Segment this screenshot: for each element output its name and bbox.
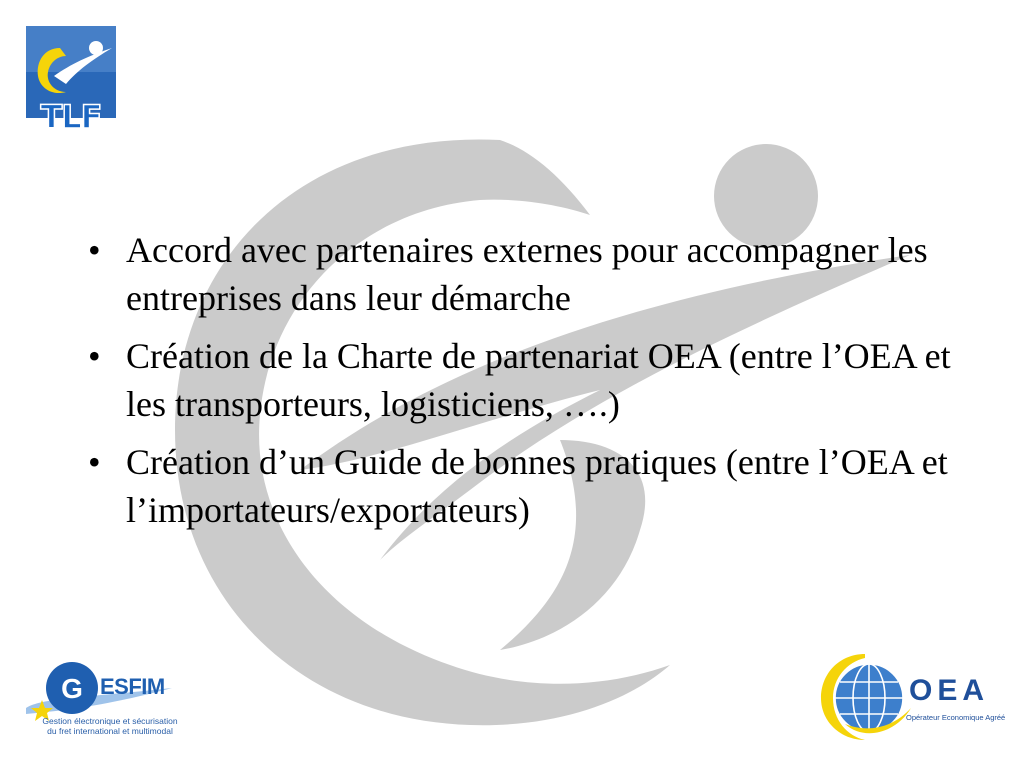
bullet-item (86, 438, 966, 534)
bullet-marker: • (88, 336, 101, 376)
oea-tagline: Opérateur Economique Agréé (906, 713, 1006, 722)
gesfim-logo-text: ESFIM (100, 674, 165, 699)
bullet-marker: • (88, 230, 101, 270)
bullet-list (86, 226, 966, 534)
slide-body (86, 226, 966, 544)
bullet-item (86, 332, 966, 428)
oea-globe-logo (815, 646, 915, 746)
bullet-text: Accord avec partenaires externes pour accompagner les entreprises dans leur démarche (126, 230, 928, 318)
bullet-marker: • (88, 442, 101, 482)
tlf-logo-text: TLF (40, 98, 102, 136)
bullet-text: Création de la Charte de partenariat OEA (entre l’OEA et les transporteurs, logisticiens, ….) (126, 336, 951, 424)
gesfim-tagline: Gestion électronique et sécurisation du fret international et multimodal (42, 716, 178, 736)
oea-logo-text: OEA (909, 674, 990, 707)
bullet-text: Création d’un Guide de bonnes pratiques (entre l’OEA et l’importateurs/exportateurs) (126, 442, 948, 530)
bullet-item (86, 226, 966, 322)
svg-text:G: G (61, 673, 83, 704)
